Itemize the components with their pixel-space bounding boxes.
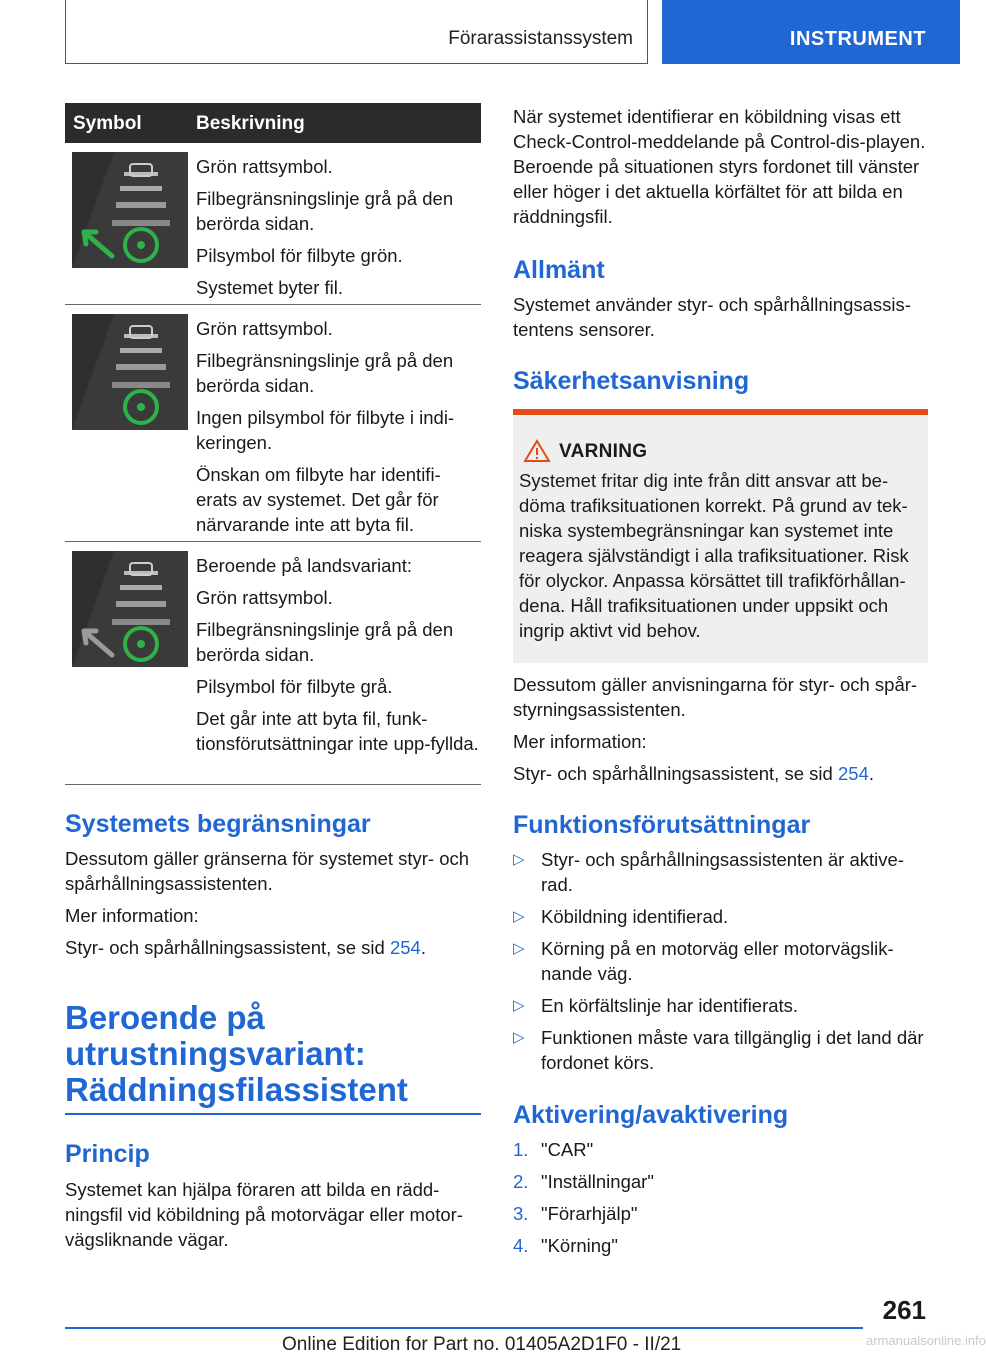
col-symbol-header: Symbol: [73, 113, 142, 134]
warning-text: Systemet fritar dig inte från ditt ansvar att be-döma trafiksituationen korrekt. På grund av tek-niska systembegränsningar kan systemet inte reagera självständigt i alla trafiksituationer. Risk för olyckor. Anpassa körsättet till trafikförhållan-dena. Håll trafiksituationen under uppsikt och ingrip aktivt vid behov.: [519, 470, 909, 641]
paragraph: Dessutom gäller anvisningarna för styr- och spår-styrningsassistenten.: [513, 674, 918, 720]
paragraph: Systemet kan hjälpa föraren att bilda en rädd-ningsfil vid köbildning på motorvägar eller motor-vägsliknande vägar.: [65, 1179, 463, 1250]
reference-paragraph: [513, 761, 928, 786]
steering-green-no-arrow-icon: [72, 314, 188, 430]
prerequisites-heading: Funktionsförutsättningar: [513, 811, 811, 839]
intro-text: [513, 104, 928, 236]
list-item: [513, 936, 928, 986]
triangle-bullet-icon: ▷: [513, 1029, 525, 1046]
limits-heading: Systemets begränsningar: [65, 810, 371, 838]
triangle-bullet-icon: ▷: [513, 908, 525, 925]
desc-line: Filbegränsningslinje grå på den berörda sidan.: [196, 188, 454, 234]
chapter-tab-label: INSTRUMENT: [789, 28, 926, 50]
desc-line: Filbegränsningslinje grå på den berörda sidan.: [196, 619, 454, 665]
header-section: [65, 0, 648, 64]
col-description-header: Beskrivning: [196, 113, 305, 134]
desc-line: Det går inte att byta fil, funk-tionsförutsättningar inte upp-fyllda.: [196, 708, 479, 754]
desc-line: Filbegränsningslinje grå på den berörda sidan.: [196, 350, 454, 396]
list-item-text: En körfältslinje har identifierats.: [541, 995, 799, 1016]
list-item: [513, 904, 928, 929]
reference-end: .: [868, 763, 874, 784]
warning-triangle-icon: [523, 439, 551, 463]
desc-line: Grön rattsymbol.: [196, 318, 333, 339]
desc-line: Systemet byter fil.: [196, 277, 344, 298]
desc-line: Grön rattsymbol.: [196, 587, 333, 608]
safety-heading: Säkerhetsanvisning: [513, 367, 750, 395]
page-link[interactable]: 254: [837, 763, 869, 784]
desc-line: Grön rattsymbol.: [196, 156, 333, 177]
step-number: 1.: [513, 1139, 529, 1160]
step-number: 4.: [513, 1235, 529, 1256]
main-heading-line: Räddningsfilassistent: [65, 1071, 408, 1108]
main-heading-line: utrustningsvariant:: [65, 1035, 366, 1072]
desc-line: Ingen pilsymbol för filbyte i indi-keringen.: [196, 407, 455, 453]
lane-change-green-arrow-icon: [72, 152, 188, 268]
step-text: "CAR": [541, 1139, 594, 1160]
row-description: [196, 542, 481, 769]
list-item: [513, 847, 928, 897]
edition-text: Online Edition for Part no. 01405A2D1F0 - II/21: [282, 1334, 682, 1355]
triangle-bullet-icon: ▷: [513, 851, 525, 868]
main-heading: [65, 1000, 408, 1108]
paragraph: Mer information:: [513, 731, 647, 752]
watermark: armanualsonline.info: [866, 1333, 986, 1348]
desc-line: Pilsymbol för filbyte grön.: [196, 245, 403, 266]
paragraph: Systemet använder styr- och spårhållningsassis-tentens sensorer.: [513, 294, 911, 340]
step-text: "Förarhjälp": [541, 1203, 638, 1224]
paragraph: Mer information:: [65, 905, 199, 926]
desc-line: Pilsymbol för filbyte grå.: [196, 676, 393, 697]
list-item-text: Körning på en motorväg eller motorvägslik-nande väg.: [541, 938, 894, 984]
desc-line: Önskan om filbyte har identifi-erats av systemet. Det går för närvarande inte att byta fil.: [196, 464, 441, 535]
main-heading-line: Beroende på: [65, 999, 265, 1036]
list-item-text: Köbildning identifierad.: [541, 906, 729, 927]
safety-text: [513, 672, 928, 793]
activation-steps: [513, 1137, 928, 1265]
row-description: [196, 305, 481, 550]
principle-heading: Princip: [65, 1140, 150, 1168]
list-item: [513, 1025, 928, 1075]
step-number: 2.: [513, 1171, 529, 1192]
list-item: [513, 993, 928, 1018]
warning-box: [513, 409, 928, 663]
paragraph: När systemet identifierar en köbildning visas ett Check-Control-meddelande på Control-dis-playen. Beroende på situationen styrs fordonet till vänster eller höger i det aktuella körfältet för att bilda en räddningsfil.: [513, 106, 926, 227]
section-title: Förarassistanssystem: [448, 28, 633, 49]
reference-paragraph: [65, 935, 475, 960]
triangle-bullet-icon: ▷: [513, 940, 525, 957]
lane-change-grey-arrow-icon: [72, 551, 188, 667]
reference-text: Styr- och spårhållningsassistent, se sid: [65, 937, 390, 958]
step-text: "Inställningar": [541, 1171, 654, 1192]
page-link[interactable]: 254: [389, 937, 421, 958]
activation-heading: Aktivering/avaktivering: [513, 1101, 789, 1129]
limits-text: [65, 846, 475, 967]
step-number: 3.: [513, 1203, 529, 1224]
warning-title: VARNING: [559, 441, 648, 462]
list-item: [513, 1201, 928, 1226]
table-row: [65, 305, 481, 542]
desc-line: Beroende på landsvariant:: [196, 555, 412, 576]
principle-text: [65, 1177, 478, 1259]
table-header: [65, 103, 481, 143]
list-item-text: Styr- och spårhållningsassistenten är aktive-rad.: [541, 849, 904, 895]
list-item: [513, 1169, 928, 1194]
table-row: [65, 542, 481, 785]
footer-divider: [65, 1327, 863, 1329]
list-item: [513, 1137, 928, 1162]
reference-end: .: [420, 937, 426, 958]
general-heading: Allmänt: [513, 256, 605, 284]
step-text: "Körning": [541, 1235, 618, 1256]
row-description: [196, 143, 481, 313]
general-text: [513, 292, 928, 349]
symbol-table: [65, 103, 481, 785]
triangle-bullet-icon: ▷: [513, 997, 525, 1014]
page-number: 261: [882, 1295, 926, 1325]
list-item-text: Funktionen måste vara tillgänglig i det land där fordonet körs.: [541, 1027, 924, 1073]
list-item: [513, 1233, 928, 1258]
paragraph: Dessutom gäller gränserna för systemet styr- och spårhållningsassistenten.: [65, 848, 470, 894]
prerequisites-list: [513, 847, 928, 1082]
reference-text: Styr- och spårhållningsassistent, se sid: [513, 763, 838, 784]
heading-underline: [65, 1113, 481, 1115]
table-row: [65, 143, 481, 305]
chapter-tab[interactable]: [662, 0, 960, 64]
